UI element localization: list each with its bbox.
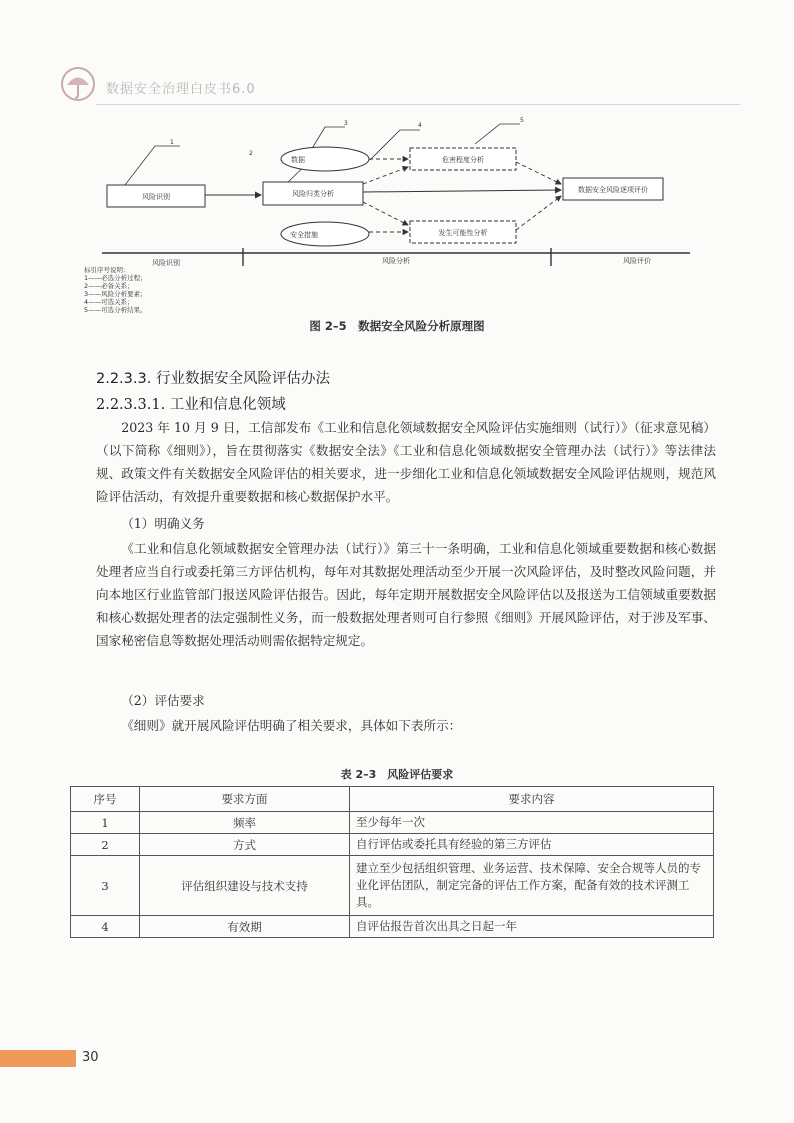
phase-label-analysis: 风险分析 bbox=[382, 257, 410, 265]
table-cell: 1 bbox=[71, 812, 140, 834]
table-cell: 有效期 bbox=[140, 916, 350, 938]
table-cell: 方式 bbox=[140, 834, 350, 856]
footer-accent-bar bbox=[0, 1050, 76, 1067]
legend-item: 5——可选分析结果。 bbox=[84, 306, 147, 314]
paragraph-intro: 2023 年 10 月 9 日，工信部发布《工业和信息化领域数据安全风险评估实施细则（试行）》（征求意见稿）（以下简称《细则》），旨在贯彻落实《数据安全法》《工业和信息化领域数据安全管理办法（试行）》等法律法规、政策文件有关数据安全风险评估的相关要求，进一步细化工业和信息化领域数据安全风险评估规则，规范风险评估活动，有效提升重要数据和核心数据保护水平。 bbox=[96, 420, 716, 504]
node-evaluation-label: 数据安全风险逐项评价 bbox=[578, 186, 648, 194]
table-row bbox=[71, 834, 714, 856]
paragraph-obligation: 《工业和信息化领域数据安全管理办法（试行）》第三十一条明确，工业和信息化领域重要数据和核心数据处理者应当自行或委托第三方评估机构，每年对其数据处理活动至少开展一次风险评估，及时整改风险问题，并向本地区行业监管部门报送风险评估报告。因此，每年定期开展数据安全风险评估以及报送为工信领域重要数据和核心数据处理者的法定强制性义务，而一般数据处理者则可自行参照《细则》开展风险评估，对于涉及军事、国家秘密信息等数据处理活动则需依据特定规定。 bbox=[96, 541, 716, 648]
callout-line-5 bbox=[475, 124, 520, 144]
page-number: 30 bbox=[82, 1050, 99, 1065]
table-cell: 建立至少包括组织管理、业务运营、技术保障、安全合规等人员的专业化评估团队，制定完备的评估工作方案，配备有效的技术评测工具。 bbox=[350, 856, 714, 916]
node-risk-attr-label: 风险归类分析 bbox=[292, 190, 334, 198]
subsection-heading: 2.2.3.3.1. 工业和信息化领域 bbox=[96, 397, 286, 413]
node-data-label: 数据 bbox=[291, 156, 305, 164]
header-title: 数据安全治理白皮书6.0 bbox=[106, 82, 256, 97]
legend-item: 1——必选分析过程； bbox=[84, 274, 147, 282]
legend-title: 标引序号说明： bbox=[84, 266, 130, 274]
phase-label-identify: 风险识别 bbox=[152, 259, 180, 267]
legend-item: 4——可选关系； bbox=[84, 298, 134, 306]
requirements-table bbox=[70, 786, 714, 938]
legend-item: 3——风险分析要素； bbox=[84, 290, 147, 298]
node-risk-identify-label: 风险识别 bbox=[142, 193, 170, 201]
legend-item: 2——必备关系； bbox=[84, 282, 134, 290]
phase-label-evaluation: 风险评价 bbox=[623, 257, 651, 265]
table-header-cell: 要求方面 bbox=[140, 787, 350, 812]
risk-analysis-diagram bbox=[80, 112, 700, 267]
table-header-row bbox=[71, 787, 714, 812]
callout-1: 1 bbox=[170, 139, 174, 146]
table-header-cell: 要求内容 bbox=[350, 787, 714, 812]
header-divider bbox=[96, 104, 740, 105]
table-row bbox=[71, 856, 714, 916]
node-security-label: 安全措施 bbox=[290, 231, 318, 239]
table-cell: 自行评估或委托具有经验的第三方评估 bbox=[350, 834, 714, 856]
table-cell: 4 bbox=[71, 916, 140, 938]
table-row bbox=[71, 812, 714, 834]
node-likelihood-label: 发生可能性分析 bbox=[438, 229, 488, 237]
table-cell: 评估组织建设与技术支持 bbox=[140, 856, 350, 916]
figure-caption: 图 2–5 数据安全风险分析原理图 bbox=[309, 319, 485, 333]
callout-3: 3 bbox=[344, 120, 348, 127]
table-cell: 频率 bbox=[140, 812, 350, 834]
callout-5: 5 bbox=[520, 117, 524, 124]
umbrella-logo-icon bbox=[60, 66, 96, 102]
table-header-cell: 序号 bbox=[71, 787, 140, 812]
page-header bbox=[60, 66, 740, 106]
paragraph-requirements: 《细则》就开展风险评估明确了相关要求，具体如下表所示： bbox=[121, 718, 462, 733]
table-cell: 自评估报告首次出具之日起一年 bbox=[350, 916, 714, 938]
arrow-attr-to-harm bbox=[363, 167, 408, 184]
sub-heading-requirements: （2）评估要求 bbox=[121, 693, 205, 708]
table-cell: 3 bbox=[71, 856, 140, 916]
arrow-attr-to-eval bbox=[363, 190, 561, 192]
callout-2: 2 bbox=[249, 150, 253, 157]
callout-line-1 bbox=[125, 146, 180, 185]
arrow-harm-to-eval bbox=[516, 162, 561, 184]
table-caption: 表 2–3 风险评估要求 bbox=[340, 768, 454, 781]
section-heading: 2.2.3.3. 行业数据安全风险评估办法 bbox=[96, 371, 330, 387]
table-cell: 2 bbox=[71, 834, 140, 856]
arrow-likelihood-to-eval bbox=[516, 196, 561, 230]
diagram-legend bbox=[84, 266, 147, 314]
arrow-attr-to-likelihood bbox=[363, 202, 408, 225]
table-row bbox=[71, 916, 714, 938]
callout-4: 4 bbox=[418, 122, 422, 129]
table-cell: 至少每年一次 bbox=[350, 812, 714, 834]
sub-heading-obligation: （1）明确义务 bbox=[121, 516, 205, 531]
node-harm-label: 危害程度分析 bbox=[442, 156, 484, 164]
